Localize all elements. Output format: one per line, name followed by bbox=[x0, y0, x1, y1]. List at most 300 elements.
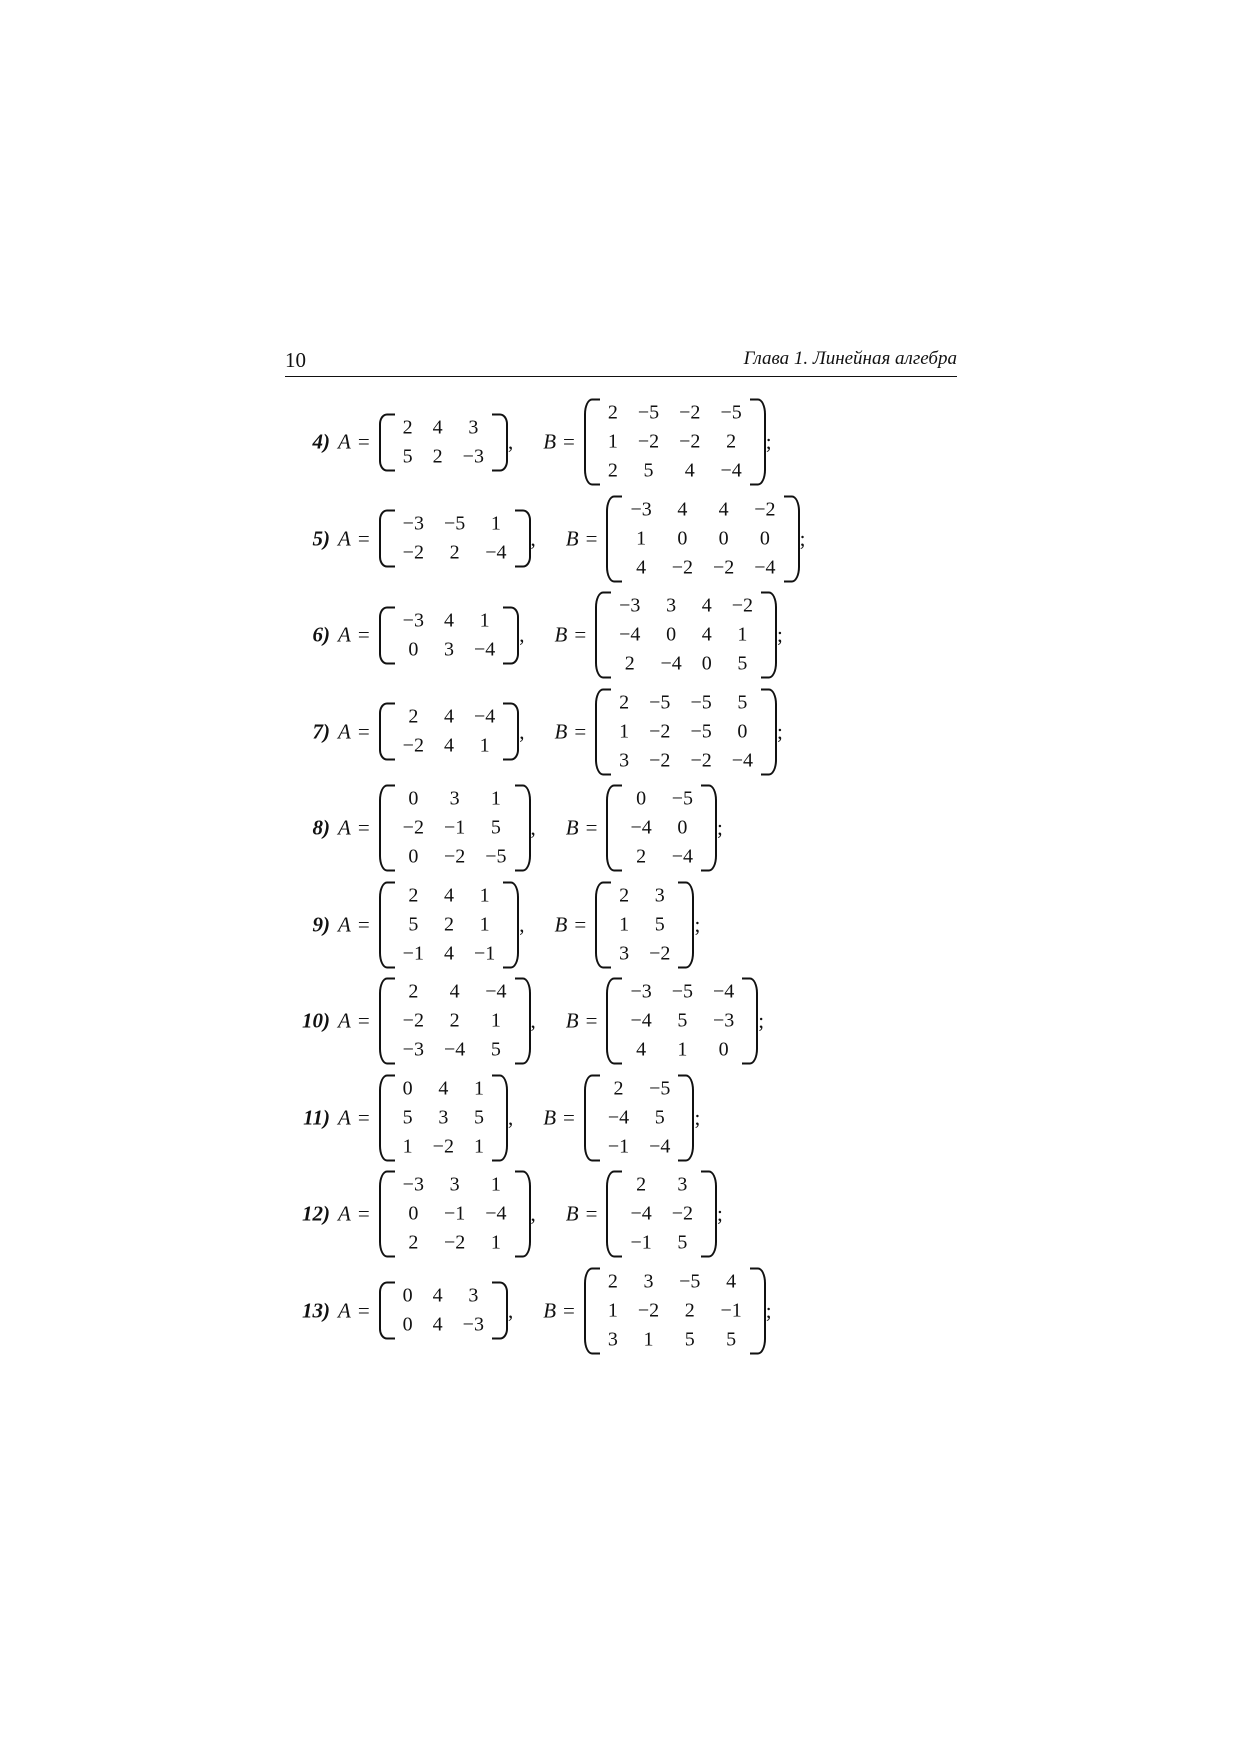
matrix-entry: 3 bbox=[643, 1270, 654, 1292]
matrix-row bbox=[393, 881, 506, 910]
problem-row bbox=[270, 399, 772, 486]
matrix-entry: −5 bbox=[679, 1270, 701, 1292]
equals-sign: = bbox=[585, 526, 598, 550]
matrix-a-name: A bbox=[338, 719, 351, 743]
matrix-entry: −5 bbox=[443, 512, 466, 535]
matrix-entry: 0 bbox=[718, 527, 729, 549]
matrix-entry: −3 bbox=[630, 980, 652, 1003]
matrix-row bbox=[393, 703, 506, 732]
matrix-entry: 0 bbox=[677, 527, 688, 549]
matrix-row bbox=[620, 814, 703, 843]
matrix-b-name: B bbox=[565, 526, 579, 550]
matrix-entry: 0 bbox=[402, 1077, 413, 1099]
problem-number: 7) bbox=[312, 719, 330, 743]
matrix-entry: 2 bbox=[684, 1299, 695, 1321]
matrix-entry: −2 bbox=[713, 556, 735, 578]
matrix-a-name: A bbox=[338, 815, 351, 840]
matrix-entry: −2 bbox=[754, 498, 776, 520]
matrix-entry: −1 bbox=[443, 1202, 466, 1225]
equals-sign: = bbox=[563, 1105, 575, 1129]
matrix-entry: −3 bbox=[619, 594, 641, 617]
matrix-entry: −5 bbox=[690, 691, 712, 713]
terminator: ; bbox=[799, 526, 806, 550]
matrix-entry: −1 bbox=[443, 816, 466, 839]
matrix-entry: −3 bbox=[462, 445, 484, 467]
matrix-row bbox=[393, 1036, 517, 1065]
matrix-entry: 0 bbox=[701, 652, 712, 675]
matrix-entry: 4 bbox=[701, 594, 712, 617]
equals-sign: = bbox=[357, 429, 370, 454]
matrix-entry: 3 bbox=[449, 1173, 460, 1196]
matrix-a-name: A bbox=[338, 912, 351, 936]
matrix-entry: −2 bbox=[671, 1202, 693, 1225]
matrix-entry: 0 bbox=[408, 787, 419, 810]
matrix-entry: −2 bbox=[402, 1009, 424, 1032]
matrix-entry: −3 bbox=[713, 1009, 735, 1032]
equals-sign: = bbox=[357, 1105, 370, 1129]
matrix-entry: 0 bbox=[677, 816, 688, 839]
problem-number: 10) bbox=[302, 1008, 330, 1033]
equals-sign: = bbox=[357, 526, 370, 550]
matrix-row bbox=[393, 635, 506, 664]
matrix-entry: 4 bbox=[438, 1077, 449, 1099]
matrix-a-name: A bbox=[338, 1298, 351, 1322]
separator: , bbox=[530, 1008, 536, 1033]
matrix-entry: −4 bbox=[713, 980, 735, 1003]
matrix-entry: 2 bbox=[636, 1173, 647, 1196]
matrix-entry: 1 bbox=[479, 609, 490, 631]
matrix-entry: 5 bbox=[402, 1106, 413, 1128]
problem-row bbox=[270, 785, 723, 872]
problem-number: 11) bbox=[303, 1105, 330, 1129]
matrix-row bbox=[620, 1229, 703, 1258]
matrix-b bbox=[584, 1074, 695, 1161]
matrix-entry: 1 bbox=[479, 913, 490, 935]
matrix-row bbox=[609, 939, 680, 968]
matrix-a bbox=[379, 785, 531, 872]
matrix-row bbox=[393, 1282, 494, 1311]
matrix-row bbox=[598, 1325, 752, 1354]
matrix-entry: −2 bbox=[402, 734, 424, 757]
matrix-row bbox=[620, 1036, 744, 1065]
matrix-a-table bbox=[393, 785, 517, 872]
matrix-entry: −1 bbox=[720, 1299, 742, 1321]
matrix-row bbox=[609, 621, 763, 650]
matrix-entry: 1 bbox=[607, 1299, 618, 1321]
matrix-entry: −4 bbox=[443, 1038, 466, 1061]
matrix-entry: 4 bbox=[443, 734, 454, 757]
separator: , bbox=[519, 622, 525, 647]
matrix-row bbox=[609, 592, 763, 621]
equals-sign: = bbox=[563, 429, 575, 454]
matrix-entry: −3 bbox=[402, 1173, 424, 1196]
matrix-entry: 3 bbox=[607, 1328, 618, 1350]
matrix-b-table bbox=[620, 978, 744, 1065]
matrix-entry: 5 bbox=[643, 459, 654, 482]
matrix-row bbox=[609, 881, 680, 910]
matrix-b-name: B bbox=[565, 815, 579, 840]
separator: , bbox=[530, 815, 536, 840]
matrix-row bbox=[598, 1296, 752, 1325]
matrix-entry: 5 bbox=[677, 1231, 688, 1254]
matrix-entry: 0 bbox=[408, 845, 419, 868]
matrix-entry: 0 bbox=[636, 787, 647, 810]
matrix-a-table bbox=[393, 1074, 494, 1161]
matrix-row bbox=[598, 1103, 681, 1132]
matrix-row bbox=[393, 1103, 494, 1132]
matrix-entry: 2 bbox=[408, 1231, 419, 1254]
matrix-a-name: A bbox=[338, 622, 351, 647]
matrix-entry: −4 bbox=[660, 652, 682, 675]
running-title: Глава 1. Линейная алгебра bbox=[743, 348, 957, 369]
terminator: ; bbox=[717, 1201, 723, 1226]
matrix-b-name: B bbox=[554, 622, 568, 647]
matrix-entry: −5 bbox=[671, 980, 693, 1003]
matrix-entry: −3 bbox=[402, 1038, 424, 1061]
matrix-entry: 4 bbox=[701, 623, 712, 646]
matrix-row bbox=[393, 1074, 494, 1103]
matrix-entry: 4 bbox=[677, 498, 688, 520]
matrix-entry: −1 bbox=[473, 942, 496, 964]
matrix-entry: 3 bbox=[468, 416, 479, 438]
matrix-entry: 2 bbox=[432, 445, 443, 467]
matrix-row bbox=[393, 606, 506, 635]
matrix-entry: 3 bbox=[443, 638, 454, 660]
equals-sign: = bbox=[357, 1201, 370, 1226]
matrix-entry: 2 bbox=[619, 884, 630, 906]
problem-item bbox=[270, 1166, 970, 1263]
matrix-entry: −5 bbox=[649, 1077, 671, 1099]
matrix-row bbox=[609, 717, 763, 746]
separator: , bbox=[519, 912, 525, 936]
matrix-b-name: B bbox=[565, 1008, 579, 1033]
matrix-entry: 2 bbox=[636, 845, 647, 868]
matrix-b bbox=[606, 1171, 717, 1258]
matrix-entry: −4 bbox=[473, 705, 496, 728]
matrix-row bbox=[393, 732, 506, 761]
matrix-b-table bbox=[620, 1171, 703, 1258]
matrix-entry: 2 bbox=[402, 416, 413, 438]
problem-row bbox=[270, 1267, 772, 1354]
matrix-entry: −2 bbox=[649, 942, 671, 964]
matrix-entry: 2 bbox=[607, 401, 618, 424]
matrix-row bbox=[609, 746, 763, 775]
matrix-entry: 5 bbox=[490, 1038, 501, 1061]
separator: , bbox=[507, 1298, 514, 1322]
matrix-row bbox=[598, 428, 752, 457]
matrix-entry: 5 bbox=[654, 1106, 665, 1128]
matrix-entry: −2 bbox=[443, 1231, 466, 1254]
matrix-entry: 2 bbox=[613, 1077, 624, 1099]
matrix-entry: 5 bbox=[473, 1106, 484, 1128]
matrix-entry: −4 bbox=[485, 1202, 507, 1225]
matrix-entry: 4 bbox=[443, 609, 454, 631]
matrix-row bbox=[393, 910, 506, 939]
matrix-b-name: B bbox=[543, 1298, 557, 1322]
matrix-entry: 1 bbox=[619, 913, 630, 935]
matrix-entry: 4 bbox=[443, 942, 454, 964]
matrix-row bbox=[609, 650, 763, 679]
matrix-entry: −4 bbox=[720, 459, 742, 482]
matrix-a-name: A bbox=[338, 1201, 351, 1226]
matrix-row bbox=[393, 1132, 494, 1161]
problem-row bbox=[270, 495, 805, 582]
matrix-entry: −4 bbox=[485, 541, 507, 564]
matrix-a-name: A bbox=[338, 429, 351, 454]
matrix-entry: 2 bbox=[408, 980, 419, 1003]
matrix-b bbox=[595, 688, 777, 775]
matrix-a bbox=[379, 978, 531, 1065]
matrix-row bbox=[620, 978, 744, 1007]
matrix-entry: 3 bbox=[619, 749, 630, 771]
matrix-row bbox=[393, 785, 517, 814]
problem-item bbox=[270, 491, 970, 588]
matrix-entry: −2 bbox=[432, 1135, 454, 1157]
matrix-b bbox=[584, 399, 766, 486]
matrix-entry: −1 bbox=[607, 1135, 630, 1157]
matrix-entry: −4 bbox=[607, 1106, 630, 1128]
matrix-entry: −2 bbox=[649, 720, 671, 742]
problem-item bbox=[270, 1263, 970, 1360]
matrix-entry: −2 bbox=[637, 430, 660, 453]
matrix-row bbox=[620, 524, 785, 553]
terminator: ; bbox=[777, 622, 783, 647]
matrix-entry: 2 bbox=[443, 913, 454, 935]
matrix-a-table bbox=[393, 978, 517, 1065]
matrix-entry: 3 bbox=[449, 787, 460, 810]
matrix-entry: −1 bbox=[630, 1231, 652, 1254]
problem-number: 6) bbox=[312, 622, 330, 647]
matrix-b-table bbox=[620, 495, 785, 582]
matrix-entry: 2 bbox=[624, 652, 635, 675]
terminator: ; bbox=[765, 429, 772, 454]
matrix-entry: −2 bbox=[649, 749, 671, 771]
matrix-b-name: B bbox=[565, 1201, 579, 1226]
equals-sign: = bbox=[357, 912, 370, 936]
matrix-entry: 0 bbox=[737, 720, 748, 742]
matrix-entry: 1 bbox=[490, 512, 501, 535]
matrix-entry: −4 bbox=[473, 638, 496, 660]
matrix-entry: 1 bbox=[479, 734, 490, 757]
matrix-entry: 0 bbox=[718, 1038, 729, 1061]
matrix-entry: −3 bbox=[402, 609, 424, 631]
matrix-b bbox=[606, 785, 717, 872]
matrix-row bbox=[598, 1267, 752, 1296]
separator: , bbox=[507, 429, 514, 454]
matrix-entry: 4 bbox=[726, 1270, 737, 1292]
matrix-a bbox=[379, 1171, 531, 1258]
matrix-entry: 1 bbox=[490, 787, 501, 810]
matrix-row bbox=[598, 399, 752, 428]
matrix-entry: 0 bbox=[666, 623, 677, 646]
matrix-entry: 3 bbox=[666, 594, 677, 617]
matrix-row bbox=[598, 457, 752, 486]
matrix-entry: 5 bbox=[402, 445, 413, 467]
matrix-entry: 0 bbox=[408, 1202, 419, 1225]
matrix-entry: 4 bbox=[443, 705, 454, 728]
problem-item bbox=[270, 877, 970, 974]
matrix-entry: 4 bbox=[684, 459, 695, 482]
matrix-entry: −4 bbox=[630, 1202, 652, 1225]
matrix-entry: −2 bbox=[690, 749, 712, 771]
matrix-entry: −2 bbox=[731, 594, 753, 617]
matrix-entry: −2 bbox=[402, 541, 424, 564]
matrix-entry: 1 bbox=[473, 1135, 484, 1157]
matrix-entry: 4 bbox=[718, 498, 729, 520]
matrix-b-table bbox=[609, 881, 680, 968]
matrix-b-name: B bbox=[543, 1105, 557, 1129]
terminator: ; bbox=[717, 815, 723, 840]
matrix-a bbox=[379, 881, 520, 968]
matrix-entry: 5 bbox=[684, 1328, 695, 1350]
matrix-entry: −2 bbox=[637, 1299, 660, 1321]
matrix-entry: −4 bbox=[485, 980, 507, 1003]
matrix-b-name: B bbox=[543, 429, 557, 454]
matrix-entry: 5 bbox=[737, 652, 748, 675]
matrix-a-table bbox=[393, 881, 506, 968]
matrix-row bbox=[620, 495, 785, 524]
matrix-entry: −5 bbox=[720, 401, 742, 424]
matrix-entry: 5 bbox=[654, 913, 665, 935]
matrix-entry: 5 bbox=[737, 691, 748, 713]
matrix-a bbox=[379, 703, 520, 761]
problem-item bbox=[270, 780, 970, 877]
matrix-entry: −2 bbox=[679, 401, 701, 424]
matrix-entry: −4 bbox=[630, 1009, 652, 1032]
matrix-entry: −5 bbox=[671, 787, 693, 810]
equals-sign: = bbox=[585, 1201, 598, 1226]
matrix-a bbox=[379, 510, 531, 568]
matrix-b bbox=[584, 1267, 766, 1354]
matrix-row bbox=[393, 978, 517, 1007]
matrix-a-name: A bbox=[338, 1008, 351, 1033]
matrix-b-name: B bbox=[554, 912, 568, 936]
terminator: ; bbox=[758, 1008, 765, 1033]
matrix-entry: 3 bbox=[619, 942, 630, 964]
matrix-a-table bbox=[393, 1171, 517, 1258]
matrix-entry: 4 bbox=[443, 884, 454, 906]
equals-sign: = bbox=[574, 622, 587, 647]
matrix-entry: −4 bbox=[671, 845, 693, 868]
matrix-entry: 2 bbox=[607, 459, 618, 482]
matrix-entry: −4 bbox=[649, 1135, 671, 1157]
equals-sign: = bbox=[357, 622, 370, 647]
matrix-entry: 3 bbox=[677, 1173, 688, 1196]
matrix-entry: 5 bbox=[408, 913, 419, 935]
matrix-entry: −2 bbox=[443, 845, 466, 868]
matrix-b-name: B bbox=[554, 719, 568, 743]
matrix-b bbox=[595, 881, 694, 968]
problem-list bbox=[270, 394, 970, 1359]
matrix-b bbox=[606, 495, 799, 582]
problem-item bbox=[270, 1070, 970, 1167]
matrix-entry: 4 bbox=[432, 1313, 443, 1336]
separator: , bbox=[519, 719, 525, 743]
matrix-b-table bbox=[598, 399, 752, 486]
matrix-entry: −4 bbox=[619, 623, 641, 646]
matrix-entry: 2 bbox=[449, 541, 460, 564]
equals-sign: = bbox=[585, 815, 598, 840]
matrix-row bbox=[393, 413, 494, 442]
matrix-a bbox=[379, 606, 520, 664]
problem-row bbox=[270, 881, 700, 968]
matrix-entry: −5 bbox=[485, 845, 507, 868]
matrix-entry: 1 bbox=[490, 1009, 501, 1032]
matrix-entry: 0 bbox=[402, 1313, 413, 1336]
equals-sign: = bbox=[563, 1298, 575, 1322]
matrix-entry: −4 bbox=[630, 816, 652, 839]
problem-item bbox=[270, 684, 970, 781]
matrix-entry: 1 bbox=[490, 1173, 501, 1196]
terminator: ; bbox=[777, 719, 783, 743]
problem-row bbox=[270, 1074, 700, 1161]
problem-number: 5) bbox=[312, 526, 330, 550]
problem-number: 13) bbox=[302, 1298, 330, 1322]
matrix-entry: 1 bbox=[619, 720, 630, 742]
matrix-entry: 1 bbox=[636, 527, 647, 549]
equals-sign: = bbox=[357, 1298, 370, 1322]
matrix-b-table bbox=[598, 1074, 681, 1161]
matrix-row bbox=[393, 1007, 517, 1036]
matrix-entry: 2 bbox=[408, 884, 419, 906]
problem-number: 8) bbox=[312, 815, 330, 840]
matrix-row bbox=[393, 1311, 494, 1340]
matrix-entry: 5 bbox=[490, 816, 501, 839]
equals-sign: = bbox=[574, 912, 587, 936]
matrix-entry: 4 bbox=[432, 416, 443, 438]
matrix-a-table bbox=[393, 510, 517, 568]
matrix-entry: 1 bbox=[490, 1231, 501, 1254]
matrix-b bbox=[606, 978, 758, 1065]
matrix-row bbox=[598, 1074, 681, 1103]
equals-sign: = bbox=[357, 719, 370, 743]
problem-item bbox=[270, 394, 970, 491]
matrix-row bbox=[393, 510, 517, 539]
matrix-row bbox=[620, 1171, 703, 1200]
matrix-entry: 0 bbox=[759, 527, 770, 549]
matrix-entry: −5 bbox=[690, 720, 712, 742]
matrix-a bbox=[379, 1282, 508, 1340]
problem-row bbox=[270, 592, 783, 679]
matrix-entry: 1 bbox=[473, 1077, 484, 1099]
equals-sign: = bbox=[357, 815, 370, 840]
equals-sign: = bbox=[574, 719, 587, 743]
problem-number: 12) bbox=[302, 1201, 330, 1226]
matrix-row bbox=[393, 1200, 517, 1229]
matrix-a-name: A bbox=[338, 526, 351, 550]
matrix-entry: 5 bbox=[726, 1328, 737, 1350]
matrix-entry: 0 bbox=[402, 1284, 413, 1307]
matrix-entry: 4 bbox=[636, 1038, 647, 1061]
problem-item bbox=[270, 973, 970, 1070]
matrix-entry: −1 bbox=[402, 942, 424, 964]
matrix-a-table bbox=[393, 413, 494, 471]
matrix-entry: 2 bbox=[607, 1270, 618, 1292]
matrix-row bbox=[620, 843, 703, 872]
separator: , bbox=[530, 526, 536, 550]
matrix-entry: 3 bbox=[438, 1106, 449, 1128]
matrix-entry: 1 bbox=[402, 1135, 413, 1157]
matrix-entry: −5 bbox=[649, 691, 671, 713]
matrix-row bbox=[393, 814, 517, 843]
matrix-row bbox=[393, 1229, 517, 1258]
matrix-b-table bbox=[609, 592, 763, 679]
matrix-b-table bbox=[620, 785, 703, 872]
matrix-a bbox=[379, 1074, 508, 1161]
matrix-entry: −4 bbox=[731, 749, 753, 771]
problem-item bbox=[270, 587, 970, 684]
matrix-row bbox=[620, 1007, 744, 1036]
